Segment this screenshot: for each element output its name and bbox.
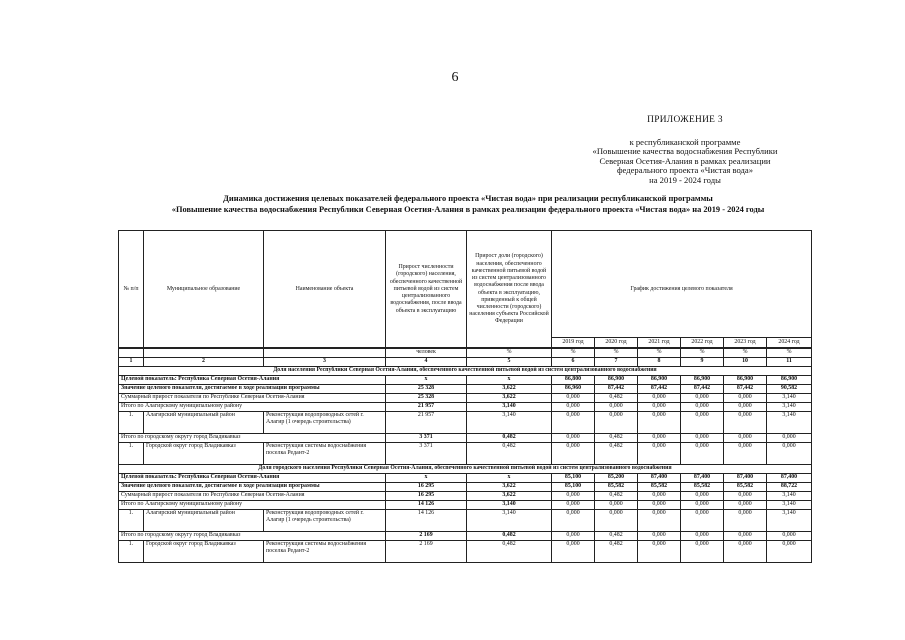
- cell-people: х: [386, 376, 467, 385]
- year-header: 2019 год: [552, 338, 595, 348]
- row-label: Итого по городскому округу город Владикавказ: [119, 532, 386, 541]
- item-object: Реконструкция водопроводных сетей г. Алагир (1 очередь строительства): [264, 412, 386, 434]
- cell-year: 0,000: [767, 541, 812, 563]
- cell-year: 0,482: [595, 541, 638, 563]
- cell-year: 0,000: [724, 412, 767, 434]
- cell-year: 0,000: [638, 501, 681, 510]
- cell-year: 0,482: [595, 434, 638, 443]
- cell-year: 3,140: [767, 510, 812, 532]
- appendix-block: [585, 116, 785, 186]
- cell-year: 0,000: [595, 510, 638, 532]
- unit-cell: %: [767, 348, 812, 358]
- cell-year: 0,000: [552, 492, 595, 501]
- appendix-heading: ПРИЛОЖЕНИЕ 3: [647, 115, 723, 125]
- cell-share: 3,622: [467, 483, 552, 492]
- cell-year: 0,000: [552, 532, 595, 541]
- cell-year: 85,582: [681, 483, 724, 492]
- cell-people: 21 957: [386, 403, 467, 412]
- col-number: 7: [595, 358, 638, 367]
- col-number: 4: [386, 358, 467, 367]
- cell-year: 0,000: [638, 434, 681, 443]
- cell-year: 0,000: [638, 541, 681, 563]
- cell-share: 0,482: [467, 541, 552, 563]
- cell-share: 3,622: [467, 394, 552, 403]
- item-municipality: Алагирский муниципальный район: [144, 412, 264, 434]
- cell-year: 0,000: [681, 443, 724, 465]
- cell-year: 86,900: [638, 376, 681, 385]
- cell-people: х: [386, 474, 467, 483]
- indicators-table-body: [118, 337, 812, 563]
- col-number: 9: [681, 358, 724, 367]
- item-number: 1.: [119, 541, 144, 563]
- appendix-line: к республиканской программе: [629, 136, 741, 147]
- row-label: Итого по Алагирскому муниципальному району: [119, 403, 386, 412]
- cell-year: 0,000: [681, 403, 724, 412]
- row-label: Целевой показатель: Республика Северная Осетия-Алания: [119, 474, 386, 483]
- cell-year: 0,482: [595, 492, 638, 501]
- cell-year: 0,000: [681, 412, 724, 434]
- cell-year: 0,000: [724, 532, 767, 541]
- indicators-table: [118, 230, 812, 349]
- cell-year: 0,000: [767, 434, 812, 443]
- cell-people: 2 169: [386, 532, 467, 541]
- cell-people: 2 169: [386, 541, 467, 563]
- cell-year: 87,442: [724, 385, 767, 394]
- col-number: 1: [119, 358, 144, 367]
- cell-year: 0,000: [638, 510, 681, 532]
- cell-year: 0,000: [552, 434, 595, 443]
- col-number: 8: [638, 358, 681, 367]
- cell-year: 0,000: [724, 501, 767, 510]
- cell-year: 85,582: [638, 483, 681, 492]
- cell-year: 88,722: [767, 483, 812, 492]
- cell-year: 0,000: [767, 443, 812, 465]
- header-municipality: Муниципальное образование: [144, 231, 264, 349]
- cell-year: 87,400: [681, 474, 724, 483]
- cell-share: 0,482: [467, 434, 552, 443]
- col-number: 2: [144, 358, 264, 367]
- cell-people: 25 328: [386, 394, 467, 403]
- cell-year: 0,000: [638, 532, 681, 541]
- cell-year: 85,100: [552, 483, 595, 492]
- cell-year: 86,960: [552, 385, 595, 394]
- year-header: 2023 год: [724, 338, 767, 348]
- cell-share: 0,482: [467, 532, 552, 541]
- item-municipality: Алагирский муниципальный район: [144, 510, 264, 532]
- row-label: Значение целевого показателя, достигаемое в ходе реализации программы: [119, 385, 386, 394]
- cell-share: х: [467, 376, 552, 385]
- cell-year: 0,000: [681, 394, 724, 403]
- appendix-line: на 2019 - 2024 годы: [649, 174, 721, 185]
- appendix-line: «Повышение качества водоснабжения Республики: [592, 146, 778, 157]
- item-number: 1.: [119, 443, 144, 465]
- cell-year: 87,442: [681, 385, 724, 394]
- cell-year: 0,482: [595, 532, 638, 541]
- unit-cell: %: [467, 348, 552, 358]
- cell-year: 86,900: [767, 376, 812, 385]
- cell-share: 3,140: [467, 501, 552, 510]
- section-title: Доля городского населения Республики Северная Осетия-Алания, обеспеченного качественной питьевой водой из систем централизованного водоснабжения: [119, 465, 812, 474]
- cell-year: 0,000: [681, 501, 724, 510]
- cell-year: 85,100: [552, 474, 595, 483]
- cell-year: 0,000: [595, 403, 638, 412]
- cell-share: х: [467, 474, 552, 483]
- header-growth-people: Прирост численности (городского) населения, обеспеченного качественной питьевой водой из систем централизованного водоснабжения, после ввода объекта в эксплуатацию: [386, 231, 467, 349]
- cell-year: 0,000: [552, 443, 595, 465]
- cell-year: 0,000: [552, 501, 595, 510]
- appendix-line: федерального проекта «Чистая вода»: [616, 165, 754, 176]
- cell-year: 0,000: [552, 412, 595, 434]
- cell-year: 85,200: [595, 474, 638, 483]
- item-object: Реконструкция водопроводных сетей г. Алагир (1 очередь строительства): [264, 510, 386, 532]
- cell-year: 0,000: [724, 403, 767, 412]
- header-object: Наименование объекта: [264, 231, 386, 349]
- cell-people: 3 371: [386, 443, 467, 465]
- cell-year: 0,000: [595, 501, 638, 510]
- cell-year: 0,000: [595, 412, 638, 434]
- unit-cell: %: [681, 348, 724, 358]
- row-label: Суммарный прирост показателя по Республике Северная Осетия-Алания: [119, 492, 386, 501]
- cell-year: 0,000: [767, 532, 812, 541]
- header-num: № п/п: [119, 231, 144, 349]
- cell-year: 3,140: [767, 394, 812, 403]
- cell-year: 0,000: [724, 510, 767, 532]
- col-number: 10: [724, 358, 767, 367]
- col-number: 3: [264, 358, 386, 367]
- col-number: 5: [467, 358, 552, 367]
- item-municipality: Городской округ город Владикавказ: [144, 443, 264, 465]
- cell-year: 86,900: [724, 376, 767, 385]
- cell-year: 0,000: [552, 510, 595, 532]
- cell-year: 0,482: [595, 394, 638, 403]
- cell-year: 85,582: [724, 483, 767, 492]
- cell-people: 16 295: [386, 483, 467, 492]
- year-header: 2022 год: [681, 338, 724, 348]
- cell-year: 90,582: [767, 385, 812, 394]
- cell-year: 0,000: [681, 532, 724, 541]
- header-growth-share: Прирост доли (городского) населения, обеспеченного качественной питьевой водой из систем централизованного водоснабжения после ввода объекта в эксплуатацию, приведенный к общей численности (городского) населения субъекта Российской Федерации: [467, 231, 552, 349]
- row-label: Целевой показатель: Республика Северная Осетия-Алания: [119, 376, 386, 385]
- cell-year: 0,000: [724, 541, 767, 563]
- cell-year: 87,442: [638, 385, 681, 394]
- page-number: 6: [451, 70, 459, 85]
- col-number: 6: [552, 358, 595, 367]
- cell-year: 0,000: [681, 492, 724, 501]
- cell-year: 87,442: [595, 385, 638, 394]
- cell-year: 0,482: [595, 443, 638, 465]
- cell-share: 0,482: [467, 443, 552, 465]
- document-title: [118, 193, 818, 215]
- cell-year: 0,000: [638, 394, 681, 403]
- row-label: Итого по городскому округу город Владикавказ: [119, 434, 386, 443]
- cell-people: 14 126: [386, 501, 467, 510]
- unit-cell: %: [638, 348, 681, 358]
- cell-year: 3,140: [767, 403, 812, 412]
- item-number: 1.: [119, 510, 144, 532]
- cell-year: 86,900: [681, 376, 724, 385]
- year-header: 2021 год: [638, 338, 681, 348]
- title-line: «Повышение качества водоснабжения Республики Северная Осетия-Алания в рамках реализации федерального проекта «Чистая вода» на 2019 - 2024 годы: [171, 205, 765, 214]
- title-line: Динамика достижения целевых показателей федерального проекта «Чистая вода» при реализации республиканской программы: [223, 194, 713, 203]
- col-number: 11: [767, 358, 812, 367]
- item-object: Реконструкция системы водоснабжения поселка Редант-2: [264, 541, 386, 563]
- year-header: 2024 год: [767, 338, 812, 348]
- unit-cell: %: [552, 348, 595, 358]
- unit-cell: человек: [386, 348, 467, 358]
- cell-share: 3,140: [467, 510, 552, 532]
- cell-year: 87,400: [767, 474, 812, 483]
- unit-cell: %: [724, 348, 767, 358]
- cell-year: 0,000: [681, 434, 724, 443]
- cell-year: 87,400: [724, 474, 767, 483]
- cell-share: 3,140: [467, 412, 552, 434]
- cell-year: 0,000: [681, 541, 724, 563]
- cell-people: 21 957: [386, 412, 467, 434]
- cell-year: 87,400: [638, 474, 681, 483]
- cell-people: 14 126: [386, 510, 467, 532]
- cell-year: 85,582: [595, 483, 638, 492]
- cell-people: 3 371: [386, 434, 467, 443]
- header-schedule: График достижения целевого показателя: [552, 231, 812, 349]
- cell-year: 86,900: [595, 376, 638, 385]
- cell-year: 0,000: [638, 412, 681, 434]
- year-header: 2020 год: [595, 338, 638, 348]
- cell-share: 3,622: [467, 385, 552, 394]
- cell-year: 0,000: [724, 434, 767, 443]
- cell-year: 3,140: [767, 501, 812, 510]
- cell-year: 0,000: [552, 403, 595, 412]
- cell-year: 0,000: [724, 443, 767, 465]
- cell-year: 86,800: [552, 376, 595, 385]
- cell-share: 3,140: [467, 403, 552, 412]
- cell-year: 0,000: [638, 492, 681, 501]
- row-label: Суммарный прирост показателя по Республике Северная Осетия-Алания: [119, 394, 386, 403]
- cell-year: 0,000: [638, 403, 681, 412]
- row-label: Итого по Алагирскому муниципальному району: [119, 501, 386, 510]
- cell-year: 0,000: [552, 541, 595, 563]
- cell-year: 0,000: [724, 394, 767, 403]
- appendix-line: Северная Осетия-Алания в рамках реализации: [599, 155, 771, 166]
- cell-year: 0,000: [724, 492, 767, 501]
- item-number: 1.: [119, 412, 144, 434]
- cell-year: 3,140: [767, 412, 812, 434]
- cell-people: 16 295: [386, 492, 467, 501]
- cell-year: 0,000: [552, 394, 595, 403]
- unit-cell: %: [595, 348, 638, 358]
- cell-year: 3,140: [767, 492, 812, 501]
- row-label: Значение целевого показателя, достигаемое в ходе реализации программы: [119, 483, 386, 492]
- item-municipality: Городской округ город Владикавказ: [144, 541, 264, 563]
- item-object: Реконструкция системы водоснабжения поселка Редант-2: [264, 443, 386, 465]
- cell-year: 0,000: [681, 510, 724, 532]
- section-title: Доля населения Республики Северная Осетия-Алания, обеспеченного качественной питьевой водой из систем централизованного водоснабжения: [119, 367, 812, 376]
- cell-share: 3,622: [467, 492, 552, 501]
- cell-year: 0,000: [638, 443, 681, 465]
- cell-people: 25 328: [386, 385, 467, 394]
